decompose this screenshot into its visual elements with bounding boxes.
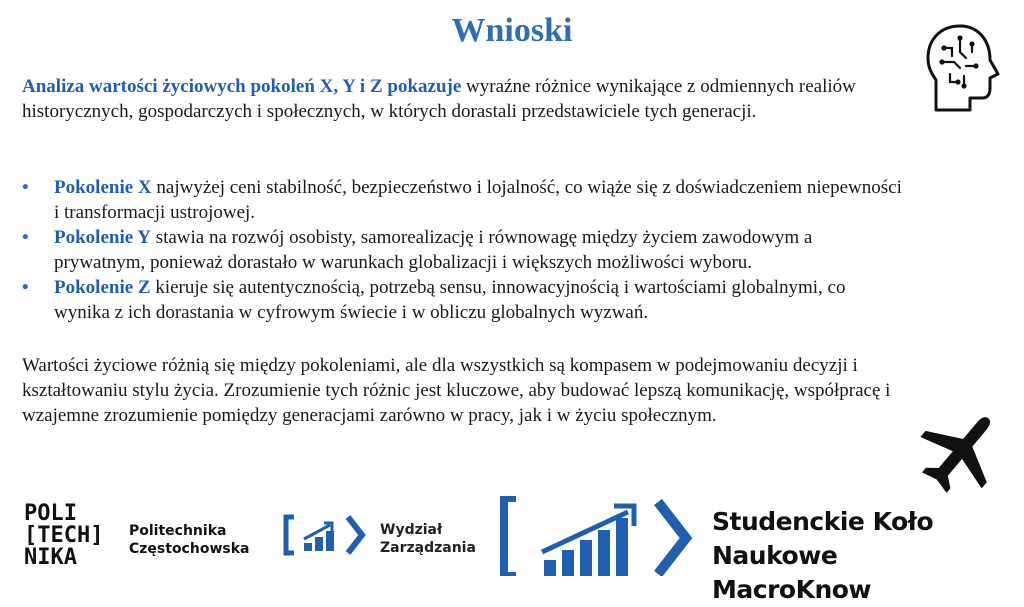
macroknow-logo-icon [498, 496, 698, 576]
name-line: Częstochowska [129, 541, 250, 557]
name-line: Zarządzania [380, 540, 476, 556]
slide-title: Wnioski [451, 12, 573, 49]
generation-x-text: najwyżej ceni stabilność, bezpieczeństwo i lojalność, co wiąże się z doświadczeniem niepewności i transformacji ustrojowej. [54, 177, 902, 223]
intro-paragraph [22, 74, 902, 124]
name-line: Wydział [380, 522, 443, 538]
intro-text: wyraźne różnice wynikające z odmiennych realiów historycznych, gospodarczych i społecznych, w których dorastali przedstawiciele tych generacji. [22, 76, 856, 122]
ai-head-icon [922, 22, 1002, 114]
bullet-marker: • [22, 227, 29, 248]
generation-list [22, 175, 902, 325]
politechnika-logo-mark [24, 503, 120, 569]
club-name-line: Studenckie Koło Naukowe [712, 507, 934, 570]
logo-line: NIKA [24, 545, 77, 570]
wydzial-name [380, 521, 476, 557]
generation-x-label: Pokolenie X [54, 177, 152, 198]
generation-y-label: Pokolenie Y [54, 227, 151, 248]
name-line: Politechnika [129, 523, 227, 539]
generation-z-label: Pokolenie Z [54, 277, 151, 298]
list-item-generation-x [22, 175, 902, 225]
airplane-icon [912, 404, 1008, 500]
conclusion-paragraph: Wartości życiowe różnią się między pokoleniami, ale dla wszystkich są kompasem w podejmowaniu decyzji i kształtowaniu stylu życia. Zrozumienie tych różnic jest kluczowe, aby budować lepszą komunikację, współpracę i wzajemne zrozumienie pomiędzy generacjami zarówno w pracy, jak i w życiu społecznym. [22, 355, 891, 426]
list-item-generation-z [22, 275, 902, 325]
wydzial-logo-icon [282, 513, 370, 557]
bullet-marker: • [22, 277, 29, 298]
club-name [712, 505, 1024, 607]
generation-z-text: kieruje się autentycznością, potrzebą sensu, innowacyjnością i wartościami globalnymi, co wynika z ich dorastania w cyfrowym świecie i w obliczu globalnych wyzwań. [54, 277, 846, 323]
intro-highlight: Analiza wartości życiowych pokoleń X, Y i Z pokazuje [22, 76, 462, 97]
club-name-line: MacroKnow [712, 575, 872, 604]
politechnika-name [129, 522, 249, 558]
logo-line: [TECH] [24, 523, 104, 548]
list-item-generation-y [22, 225, 902, 275]
logo-line: POLI [24, 501, 77, 526]
bullet-marker: • [22, 177, 29, 198]
generation-y-text: stawia na rozwój osobisty, samorealizację i równowagę między życiem zawodowym a prywatnym, ponieważ dorastało w warunkach globalizacji i większych możliwości wyboru. [54, 227, 813, 273]
